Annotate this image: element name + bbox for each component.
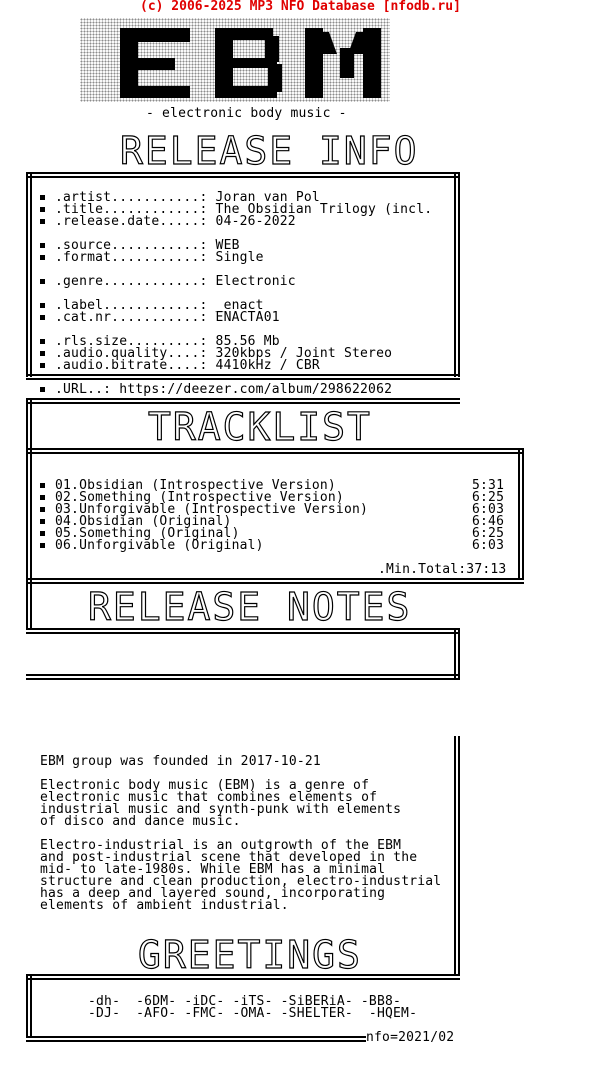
track-title: 05.Something (Original) [55,526,240,541]
notes-line: and post-industrial scene that developed in the [40,850,418,865]
info-label: .format...........: [55,250,208,265]
notes-line: electronic music that combines elements of [40,790,378,805]
founded-line: EBM group was founded in 2017-10-21 [40,754,321,769]
info-row [40,276,296,288]
bullet-icon [40,507,45,512]
notes-text-right [454,736,460,976]
info-box-left [26,172,32,377]
info-value: Electronic [215,274,296,289]
ebm-logo [80,18,390,102]
bullet-icon [40,543,45,548]
info-row [40,360,320,372]
subtitle: - electronic body music - [146,106,347,121]
url-line[interactable]: .URL..: https://deezer.com/album/298622062 [40,384,392,396]
info-value: 85.56 Mb [215,334,280,349]
greets-box-left [26,974,32,1038]
bullet-icon [40,483,45,488]
notes-line: has a deep and layered sound, incorporating [40,886,386,901]
info-label: .audio.bitrate....: [55,358,208,373]
bullet-icon [40,219,45,224]
greetings-heading: GREETINGS [138,933,362,977]
bullet-icon [40,363,45,368]
track-time: 5:31 [472,478,505,493]
footer-nfo-date: nfo=2021/02 [366,1030,455,1045]
tracklist-box-top [26,448,524,454]
info-label: .audio.quality....: [55,346,208,361]
notes-line: of disco and dance music. [40,814,241,829]
track-time: 6:25 [472,526,505,541]
notes-line: Electro-industrial is an outgrowth of the EBM [40,838,402,853]
greets-line-2: -DJ- -AFO- -FMC- -OMA- -SHELTER- -HQEM- [88,1006,418,1021]
notes-left [26,578,32,630]
info-value: WEB [215,238,240,253]
greets-line-1: -dh- -6DM- -iDC- -iTS- -SiBERiA- -BB8- [88,994,402,1009]
info-value: 04-26-2022 [215,214,296,229]
release-info-heading: RELEASE INFO [120,129,419,173]
notes-box-top [26,628,460,634]
tracklist-heading: TRACKLIST [148,405,372,449]
bullet-icon [40,279,45,284]
notes-box-mid [26,674,460,680]
track-title: 02.Something (Introspective Version) [55,490,344,505]
bullet-icon [40,207,45,212]
info-value: ENACTA01 [215,310,280,325]
bullet-icon [40,243,45,248]
bullet-icon [40,387,45,392]
info-box-right [454,172,460,377]
bullet-icon [40,351,45,356]
bullet-icon [40,303,45,308]
bullet-icon [40,531,45,536]
greets-box-bottom [26,1036,366,1042]
notes-line: Electronic body music (EBM) is a genre of [40,778,370,793]
track-title: 01.Obsidian (Introspective Version) [55,478,336,493]
track-time: 6:46 [472,514,505,529]
track-time: 6:03 [472,538,505,553]
total-time: .Min.Total:37:13 [378,562,507,577]
greets-box-top [26,974,460,980]
release-notes-heading: RELEASE NOTES [88,585,412,629]
info-row [40,216,296,228]
info-row [40,312,280,324]
info-label: .cat.nr...........: [55,310,208,325]
info-label: .release.date.....: [55,214,208,229]
url-box-top [26,374,460,380]
info-label: .genre............: [55,274,208,289]
info-box-top [26,172,460,178]
info-value: 4410kHz / CBR [215,358,320,373]
info-row [40,252,264,264]
info-value: Single [215,250,264,265]
info-label: .source...........: [55,238,208,253]
site-credit[interactable]: (c) 2006-2025 MP3 NFO Database [nfodb.ru] [140,0,461,14]
info-value: The Obsidian Trilogy (incl. [215,202,433,217]
tracklist-box-left [26,448,32,580]
tracklist-box-bottom [26,578,524,584]
info-value: _enact [215,298,264,313]
track-title: 04.Obsidian (Original) [55,514,232,529]
info-label: .rls.size.........: [55,334,208,349]
bullet-icon [40,519,45,524]
bullet-icon [40,339,45,344]
tracklist-left [26,398,32,450]
info-label: .label............: [55,298,208,313]
track-time: 6:03 [472,502,505,517]
notes-line: structure and clean production, electro-industrial [40,874,442,889]
bullet-icon [40,195,45,200]
notes-box-right [454,628,460,678]
tracklist-box-right [518,448,524,580]
info-label: .artist...........: [55,190,208,205]
notes-line: elements of ambient industrial. [40,898,289,913]
bullet-icon [40,495,45,500]
track-title: 06.Unforgivable (Original) [55,538,264,553]
info-value: 320kbps / Joint Stereo [215,346,393,361]
track-time: 6:25 [472,490,505,505]
bullet-icon [40,315,45,320]
track-row [40,540,264,552]
track-title: 03.Unforgivable (Introspective Version) [55,502,369,517]
info-label: .title............: [55,202,208,217]
notes-line: industrial music and synth-punk with elements [40,802,402,817]
bullet-icon [40,255,45,260]
info-value: Joran van Pol [215,190,320,205]
url-box-bottom [26,398,460,404]
notes-line: mid- to late-1980s. While EBM has a minimal [40,862,386,877]
